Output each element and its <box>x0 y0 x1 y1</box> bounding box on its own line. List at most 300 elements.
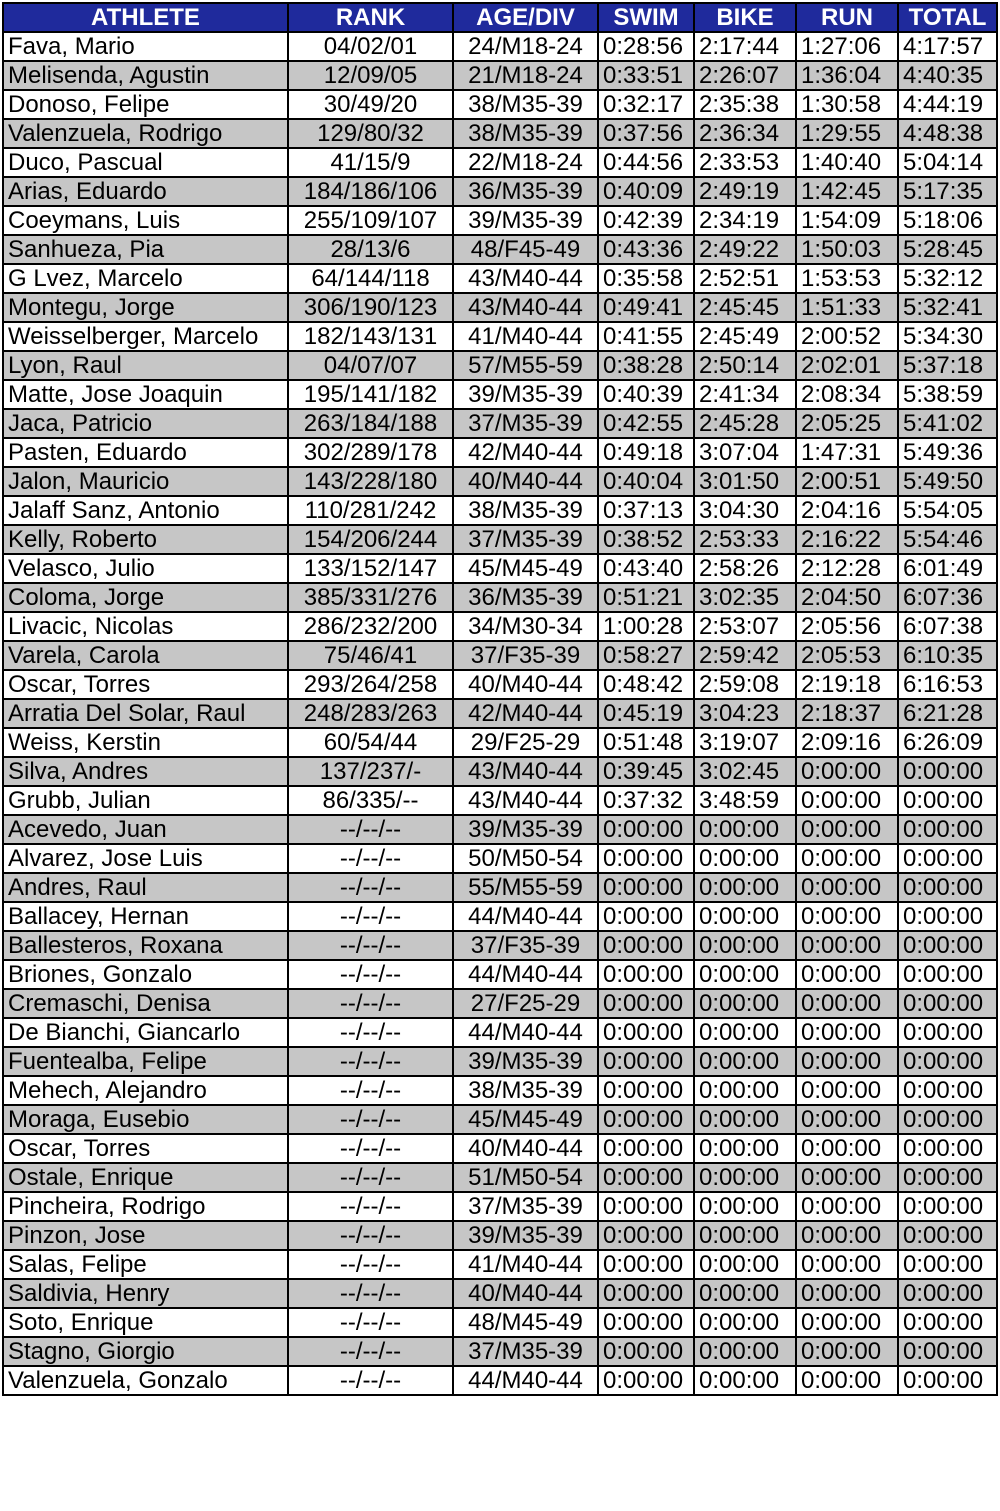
rank-cell: 293/264/258 <box>288 670 453 699</box>
run-cell: 2:12:28 <box>796 554 898 583</box>
bike-cell: 0:00:00 <box>694 902 796 931</box>
rank-cell: 110/281/242 <box>288 496 453 525</box>
age-div-cell: 45/M45-49 <box>453 554 598 583</box>
age-div-cell: 57/M55-59 <box>453 351 598 380</box>
bike-cell: 2:41:34 <box>694 380 796 409</box>
table-row <box>3 119 997 148</box>
age-div-cell: 36/M35-39 <box>453 583 598 612</box>
age-div-cell: 39/M35-39 <box>453 1221 598 1250</box>
total-cell: 5:18:06 <box>898 206 997 235</box>
swim-cell: 0:00:00 <box>598 844 694 873</box>
bike-cell: 3:04:23 <box>694 699 796 728</box>
swim-cell: 0:48:42 <box>598 670 694 699</box>
athlete-cell: Acevedo, Juan <box>3 815 288 844</box>
athlete-cell: Sanhueza, Pia <box>3 235 288 264</box>
bike-cell: 0:00:00 <box>694 1134 796 1163</box>
swim-cell: 0:39:45 <box>598 757 694 786</box>
header-row <box>3 3 997 32</box>
rank-cell: --/--/-- <box>288 1018 453 1047</box>
age-div-cell: 37/F35-39 <box>453 641 598 670</box>
bike-cell: 0:00:00 <box>694 989 796 1018</box>
table-row <box>3 1105 997 1134</box>
total-cell: 6:10:35 <box>898 641 997 670</box>
bike-cell: 3:19:07 <box>694 728 796 757</box>
rank-cell: --/--/-- <box>288 1279 453 1308</box>
total-cell: 0:00:00 <box>898 1366 997 1395</box>
swim-cell: 0:45:19 <box>598 699 694 728</box>
swim-cell: 0:42:55 <box>598 409 694 438</box>
athlete-cell: Ostale, Enrique <box>3 1163 288 1192</box>
rank-cell: --/--/-- <box>288 1192 453 1221</box>
bike-cell: 2:53:33 <box>694 525 796 554</box>
rank-cell: 182/143/131 <box>288 322 453 351</box>
athlete-cell: Jaca, Patricio <box>3 409 288 438</box>
age-div-cell: 43/M40-44 <box>453 757 598 786</box>
athlete-cell: Ballesteros, Roxana <box>3 931 288 960</box>
age-div-cell: 55/M55-59 <box>453 873 598 902</box>
table-row <box>3 873 997 902</box>
table-row <box>3 61 997 90</box>
swim-cell: 0:00:00 <box>598 1105 694 1134</box>
athlete-cell: Varela, Carola <box>3 641 288 670</box>
total-cell: 0:00:00 <box>898 1105 997 1134</box>
rank-cell: --/--/-- <box>288 1337 453 1366</box>
swim-cell: 0:35:58 <box>598 264 694 293</box>
table-row <box>3 554 997 583</box>
age-div-cell: 37/M35-39 <box>453 1337 598 1366</box>
age-div-cell: 37/M35-39 <box>453 1192 598 1221</box>
athlete-cell: Pasten, Eduardo <box>3 438 288 467</box>
table-row <box>3 1076 997 1105</box>
bike-cell: 2:59:08 <box>694 670 796 699</box>
age-div-cell: 43/M40-44 <box>453 786 598 815</box>
table-row <box>3 467 997 496</box>
swim-cell: 0:00:00 <box>598 1163 694 1192</box>
bike-cell: 2:45:28 <box>694 409 796 438</box>
age-div-cell: 40/M40-44 <box>453 1134 598 1163</box>
bike-cell: 3:07:04 <box>694 438 796 467</box>
age-div-cell: 36/M35-39 <box>453 177 598 206</box>
rank-cell: 28/13/6 <box>288 235 453 264</box>
rank-cell: --/--/-- <box>288 844 453 873</box>
athlete-cell: Velasco, Julio <box>3 554 288 583</box>
total-cell: 0:00:00 <box>898 786 997 815</box>
table-row <box>3 1308 997 1337</box>
athlete-cell: Montegu, Jorge <box>3 293 288 322</box>
total-cell: 5:37:18 <box>898 351 997 380</box>
age-div-cell: 42/M40-44 <box>453 438 598 467</box>
bike-cell: 0:00:00 <box>694 1018 796 1047</box>
swim-cell: 0:00:00 <box>598 902 694 931</box>
rank-cell: 286/232/200 <box>288 612 453 641</box>
run-cell: 1:47:31 <box>796 438 898 467</box>
total-cell: 0:00:00 <box>898 1076 997 1105</box>
swim-cell: 0:00:00 <box>598 1250 694 1279</box>
total-cell: 0:00:00 <box>898 1163 997 1192</box>
total-cell: 5:49:50 <box>898 467 997 496</box>
bike-cell: 3:02:45 <box>694 757 796 786</box>
table-row <box>3 322 997 351</box>
swim-cell: 0:58:27 <box>598 641 694 670</box>
run-cell: 0:00:00 <box>796 873 898 902</box>
total-cell: 5:54:46 <box>898 525 997 554</box>
swim-cell: 0:00:00 <box>598 1366 694 1395</box>
athlete-cell: Mehech, Alejandro <box>3 1076 288 1105</box>
athlete-cell: Oscar, Torres <box>3 1134 288 1163</box>
athlete-cell: Arias, Eduardo <box>3 177 288 206</box>
swim-cell: 0:00:00 <box>598 1279 694 1308</box>
total-cell: 4:48:38 <box>898 119 997 148</box>
run-cell: 0:00:00 <box>796 1366 898 1395</box>
age-div-cell: 34/M30-34 <box>453 612 598 641</box>
age-div-cell: 41/M40-44 <box>453 322 598 351</box>
rank-cell: 86/335/-- <box>288 786 453 815</box>
bike-cell: 2:53:07 <box>694 612 796 641</box>
total-cell: 6:21:28 <box>898 699 997 728</box>
age-div-cell: 48/M45-49 <box>453 1308 598 1337</box>
athlete-cell: Arratia Del Solar, Raul <box>3 699 288 728</box>
bike-cell: 0:00:00 <box>694 1279 796 1308</box>
table-row <box>3 989 997 1018</box>
total-cell: 5:04:14 <box>898 148 997 177</box>
run-cell: 0:00:00 <box>796 902 898 931</box>
rank-cell: --/--/-- <box>288 931 453 960</box>
swim-cell: 0:40:04 <box>598 467 694 496</box>
bike-cell: 0:00:00 <box>694 960 796 989</box>
rank-cell: --/--/-- <box>288 1076 453 1105</box>
swim-cell: 0:37:13 <box>598 496 694 525</box>
total-cell: 4:44:19 <box>898 90 997 119</box>
header-athlete: ATHLETE <box>3 3 288 32</box>
total-cell: 5:28:45 <box>898 235 997 264</box>
run-cell: 0:00:00 <box>796 815 898 844</box>
age-div-cell: 27/F25-29 <box>453 989 598 1018</box>
athlete-cell: Jalon, Mauricio <box>3 467 288 496</box>
athlete-cell: Pinzon, Jose <box>3 1221 288 1250</box>
age-div-cell: 21/M18-24 <box>453 61 598 90</box>
swim-cell: 0:41:55 <box>598 322 694 351</box>
total-cell: 5:54:05 <box>898 496 997 525</box>
swim-cell: 0:37:56 <box>598 119 694 148</box>
athlete-cell: Jalaff Sanz, Antonio <box>3 496 288 525</box>
total-cell: 6:01:49 <box>898 554 997 583</box>
swim-cell: 0:40:39 <box>598 380 694 409</box>
age-div-cell: 38/M35-39 <box>453 119 598 148</box>
age-div-cell: 50/M50-54 <box>453 844 598 873</box>
rank-cell: --/--/-- <box>288 1163 453 1192</box>
total-cell: 5:32:41 <box>898 293 997 322</box>
bike-cell: 2:52:51 <box>694 264 796 293</box>
rank-cell: --/--/-- <box>288 873 453 902</box>
bike-cell: 2:49:19 <box>694 177 796 206</box>
run-cell: 0:00:00 <box>796 1134 898 1163</box>
table-row <box>3 1221 997 1250</box>
table-row <box>3 612 997 641</box>
table-row <box>3 1047 997 1076</box>
age-div-cell: 39/M35-39 <box>453 206 598 235</box>
bike-cell: 3:04:30 <box>694 496 796 525</box>
bike-cell: 0:00:00 <box>694 931 796 960</box>
rank-cell: --/--/-- <box>288 989 453 1018</box>
table-row <box>3 1192 997 1221</box>
total-cell: 5:17:35 <box>898 177 997 206</box>
bike-cell: 0:00:00 <box>694 1192 796 1221</box>
age-div-cell: 48/F45-49 <box>453 235 598 264</box>
rank-cell: 60/54/44 <box>288 728 453 757</box>
total-cell: 6:07:38 <box>898 612 997 641</box>
age-div-cell: 37/M35-39 <box>453 409 598 438</box>
run-cell: 0:00:00 <box>796 1047 898 1076</box>
swim-cell: 0:00:00 <box>598 989 694 1018</box>
swim-cell: 0:00:00 <box>598 1221 694 1250</box>
athlete-cell: Weisselberger, Marcelo <box>3 322 288 351</box>
swim-cell: 0:37:32 <box>598 786 694 815</box>
run-cell: 0:00:00 <box>796 1163 898 1192</box>
age-div-cell: 38/M35-39 <box>453 90 598 119</box>
swim-cell: 0:42:39 <box>598 206 694 235</box>
table-row <box>3 1018 997 1047</box>
bike-cell: 2:17:44 <box>694 32 796 61</box>
bike-cell: 2:35:38 <box>694 90 796 119</box>
athlete-cell: Salas, Felipe <box>3 1250 288 1279</box>
total-cell: 6:26:09 <box>898 728 997 757</box>
total-cell: 6:16:53 <box>898 670 997 699</box>
run-cell: 0:00:00 <box>796 1337 898 1366</box>
total-cell: 0:00:00 <box>898 1018 997 1047</box>
run-cell: 0:00:00 <box>796 1192 898 1221</box>
age-div-cell: 44/M40-44 <box>453 960 598 989</box>
swim-cell: 0:43:36 <box>598 235 694 264</box>
swim-cell: 0:00:00 <box>598 1018 694 1047</box>
rank-cell: 154/206/244 <box>288 525 453 554</box>
athlete-cell: G Lvez, Marcelo <box>3 264 288 293</box>
athlete-cell: Valenzuela, Rodrigo <box>3 119 288 148</box>
total-cell: 0:00:00 <box>898 815 997 844</box>
swim-cell: 0:51:21 <box>598 583 694 612</box>
table-row <box>3 409 997 438</box>
total-cell: 0:00:00 <box>898 960 997 989</box>
athlete-cell: Oscar, Torres <box>3 670 288 699</box>
bike-cell: 3:48:59 <box>694 786 796 815</box>
run-cell: 0:00:00 <box>796 1250 898 1279</box>
athlete-cell: Andres, Raul <box>3 873 288 902</box>
total-cell: 5:41:02 <box>898 409 997 438</box>
total-cell: 0:00:00 <box>898 931 997 960</box>
athlete-cell: Kelly, Roberto <box>3 525 288 554</box>
athlete-cell: Weiss, Kerstin <box>3 728 288 757</box>
swim-cell: 0:38:52 <box>598 525 694 554</box>
rank-cell: --/--/-- <box>288 1308 453 1337</box>
run-cell: 0:00:00 <box>796 786 898 815</box>
header-bike: BIKE <box>694 3 796 32</box>
bike-cell: 0:00:00 <box>694 1250 796 1279</box>
age-div-cell: 37/M35-39 <box>453 525 598 554</box>
run-cell: 0:00:00 <box>796 931 898 960</box>
run-cell: 1:42:45 <box>796 177 898 206</box>
rank-cell: 385/331/276 <box>288 583 453 612</box>
athlete-cell: Grubb, Julian <box>3 786 288 815</box>
table-row <box>3 496 997 525</box>
run-cell: 0:00:00 <box>796 989 898 1018</box>
rank-cell: 12/09/05 <box>288 61 453 90</box>
total-cell: 0:00:00 <box>898 902 997 931</box>
run-cell: 0:00:00 <box>796 1018 898 1047</box>
bike-cell: 2:45:49 <box>694 322 796 351</box>
run-cell: 1:53:53 <box>796 264 898 293</box>
bike-cell: 0:00:00 <box>694 873 796 902</box>
header-run: RUN <box>796 3 898 32</box>
rank-cell: --/--/-- <box>288 1105 453 1134</box>
total-cell: 0:00:00 <box>898 1337 997 1366</box>
swim-cell: 0:00:00 <box>598 1337 694 1366</box>
swim-cell: 0:00:00 <box>598 873 694 902</box>
total-cell: 0:00:00 <box>898 1250 997 1279</box>
table-row <box>3 293 997 322</box>
rank-cell: 64/144/118 <box>288 264 453 293</box>
swim-cell: 0:43:40 <box>598 554 694 583</box>
rank-cell: --/--/-- <box>288 1221 453 1250</box>
table-row <box>3 351 997 380</box>
header-total: TOTAL <box>898 3 997 32</box>
athlete-cell: Livacic, Nicolas <box>3 612 288 641</box>
bike-cell: 2:50:14 <box>694 351 796 380</box>
age-div-cell: 43/M40-44 <box>453 293 598 322</box>
table-row <box>3 902 997 931</box>
bike-cell: 0:00:00 <box>694 1163 796 1192</box>
total-cell: 4:17:57 <box>898 32 997 61</box>
age-div-cell: 40/M40-44 <box>453 467 598 496</box>
run-cell: 0:00:00 <box>796 1221 898 1250</box>
table-row <box>3 235 997 264</box>
swim-cell: 0:38:28 <box>598 351 694 380</box>
swim-cell: 0:00:00 <box>598 815 694 844</box>
table-row <box>3 786 997 815</box>
table-row <box>3 844 997 873</box>
swim-cell: 0:33:51 <box>598 61 694 90</box>
table-row <box>3 264 997 293</box>
table-row <box>3 148 997 177</box>
athlete-cell: Soto, Enrique <box>3 1308 288 1337</box>
bike-cell: 2:45:45 <box>694 293 796 322</box>
athlete-cell: Fava, Mario <box>3 32 288 61</box>
rank-cell: --/--/-- <box>288 815 453 844</box>
rank-cell: 143/228/180 <box>288 467 453 496</box>
rank-cell: 04/07/07 <box>288 351 453 380</box>
bike-cell: 2:36:34 <box>694 119 796 148</box>
bike-cell: 0:00:00 <box>694 844 796 873</box>
total-cell: 0:00:00 <box>898 873 997 902</box>
rank-cell: 195/141/182 <box>288 380 453 409</box>
table-row <box>3 90 997 119</box>
total-cell: 0:00:00 <box>898 757 997 786</box>
table-row <box>3 757 997 786</box>
age-div-cell: 44/M40-44 <box>453 1018 598 1047</box>
run-cell: 0:00:00 <box>796 1076 898 1105</box>
rank-cell: --/--/-- <box>288 1250 453 1279</box>
table-row <box>3 960 997 989</box>
age-div-cell: 38/M35-39 <box>453 1076 598 1105</box>
age-div-cell: 24/M18-24 <box>453 32 598 61</box>
run-cell: 2:02:01 <box>796 351 898 380</box>
swim-cell: 0:00:00 <box>598 1134 694 1163</box>
run-cell: 2:08:34 <box>796 380 898 409</box>
rank-cell: --/--/-- <box>288 1047 453 1076</box>
bike-cell: 0:00:00 <box>694 1337 796 1366</box>
total-cell: 5:38:59 <box>898 380 997 409</box>
swim-cell: 0:00:00 <box>598 1076 694 1105</box>
swim-cell: 0:44:56 <box>598 148 694 177</box>
rank-cell: 129/80/32 <box>288 119 453 148</box>
age-div-cell: 44/M40-44 <box>453 1366 598 1395</box>
athlete-cell: Alvarez, Jose Luis <box>3 844 288 873</box>
total-cell: 6:07:36 <box>898 583 997 612</box>
bike-cell: 3:02:35 <box>694 583 796 612</box>
table-row <box>3 177 997 206</box>
athlete-cell: Matte, Jose Joaquin <box>3 380 288 409</box>
bike-cell: 2:26:07 <box>694 61 796 90</box>
run-cell: 2:05:53 <box>796 641 898 670</box>
athlete-cell: Briones, Gonzalo <box>3 960 288 989</box>
swim-cell: 0:49:18 <box>598 438 694 467</box>
run-cell: 1:29:55 <box>796 119 898 148</box>
rank-cell: 137/237/- <box>288 757 453 786</box>
bike-cell: 0:00:00 <box>694 1105 796 1134</box>
age-div-cell: 45/M45-49 <box>453 1105 598 1134</box>
bike-cell: 2:59:42 <box>694 641 796 670</box>
bike-cell: 0:00:00 <box>694 1366 796 1395</box>
run-cell: 1:54:09 <box>796 206 898 235</box>
rank-cell: 184/186/106 <box>288 177 453 206</box>
age-div-cell: 42/M40-44 <box>453 699 598 728</box>
table-row <box>3 1337 997 1366</box>
total-cell: 5:32:12 <box>898 264 997 293</box>
run-cell: 2:05:56 <box>796 612 898 641</box>
table-row <box>3 1366 997 1395</box>
table-row <box>3 206 997 235</box>
athlete-cell: Silva, Andres <box>3 757 288 786</box>
age-div-cell: 43/M40-44 <box>453 264 598 293</box>
table-row <box>3 815 997 844</box>
swim-cell: 0:00:00 <box>598 1047 694 1076</box>
age-div-cell: 39/M35-39 <box>453 815 598 844</box>
table-row <box>3 931 997 960</box>
age-div-cell: 37/F35-39 <box>453 931 598 960</box>
run-cell: 0:00:00 <box>796 1279 898 1308</box>
athlete-cell: Fuentealba, Felipe <box>3 1047 288 1076</box>
athlete-cell: Pincheira, Rodrigo <box>3 1192 288 1221</box>
swim-cell: 0:32:17 <box>598 90 694 119</box>
bike-cell: 2:33:53 <box>694 148 796 177</box>
age-div-cell: 38/M35-39 <box>453 496 598 525</box>
swim-cell: 0:00:00 <box>598 1308 694 1337</box>
run-cell: 2:19:18 <box>796 670 898 699</box>
rank-cell: 30/49/20 <box>288 90 453 119</box>
total-cell: 5:49:36 <box>898 438 997 467</box>
run-cell: 1:51:33 <box>796 293 898 322</box>
run-cell: 0:00:00 <box>796 757 898 786</box>
athlete-cell: Valenzuela, Gonzalo <box>3 1366 288 1395</box>
athlete-cell: Donoso, Felipe <box>3 90 288 119</box>
run-cell: 1:36:04 <box>796 61 898 90</box>
run-cell: 1:50:03 <box>796 235 898 264</box>
athlete-cell: Cremaschi, Denisa <box>3 989 288 1018</box>
rank-cell: 263/184/188 <box>288 409 453 438</box>
rank-cell: 133/152/147 <box>288 554 453 583</box>
age-div-cell: 44/M40-44 <box>453 902 598 931</box>
total-cell: 0:00:00 <box>898 1221 997 1250</box>
bike-cell: 2:49:22 <box>694 235 796 264</box>
age-div-cell: 41/M40-44 <box>453 1250 598 1279</box>
